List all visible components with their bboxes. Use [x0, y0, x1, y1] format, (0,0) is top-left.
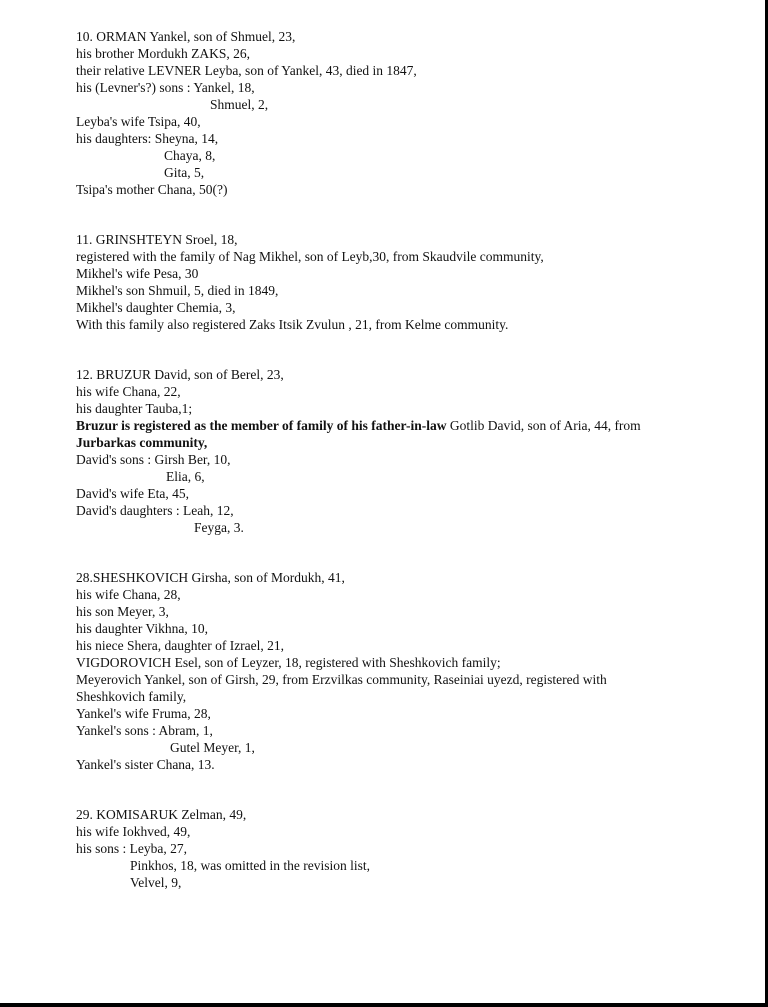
entry-line: registered with the family of Nag Mikhel, son of Leyb,30, from Skaudvile community, [76, 249, 544, 264]
entry-line: Feyga, 3. [194, 520, 244, 535]
entry-line: Yankel's wife Fruma, 28, [76, 706, 211, 721]
entry-line: Meyerovich Yankel, son of Girsh, 29, from Erzvilkas community, Raseiniai uyezd, registered with [76, 672, 607, 687]
entry-line: With this family also registered Zaks Itsik Zvulun , 21, from Kelme community. [76, 317, 509, 332]
entry-line: David's wife Eta, 45, [76, 486, 190, 501]
entry-grinshteyn [76, 231, 736, 333]
entry-line: his wife Chana, 22, [76, 384, 181, 399]
entry-line: Gutel Meyer, 1, [170, 740, 255, 755]
entry-line: David's sons : Girsh Ber, 10, [76, 452, 231, 467]
entry-bruzur [76, 366, 736, 536]
text-fragment: Gotlib David, son of Aria, 44, from [446, 418, 641, 433]
entry-heading: 28.SHESHKOVICH Girsha, son of Mordukh, 41, [76, 570, 345, 585]
entry-heading: 29. KOMISARUK Zelman, 49, [76, 807, 247, 822]
entry-line: Chaya, 8, [164, 148, 216, 163]
entry-line: Mikhel's wife Pesa, 30 [76, 266, 199, 281]
entry-line: his niece Shera, daughter of Izrael, 21, [76, 638, 285, 653]
entry-line: his daughter Tauba,1; [76, 401, 193, 416]
entry-line: his daughter Vikhna, 10, [76, 621, 209, 636]
entry-line: his wife Chana, 28, [76, 587, 181, 602]
entry-line: Velvel, 9, [130, 875, 182, 890]
entry-line: Sheshkovich family, [76, 689, 187, 704]
entry-line: VIGDOROVICH Esel, son of Leyzer, 18, registered with Sheshkovich family; [76, 655, 501, 670]
entry-line: Mikhel's son Shmuil, 5, died in 1849, [76, 283, 279, 298]
entry-line: his brother Mordukh ZAKS, 26, [76, 46, 250, 61]
entry-line: his (Levner's?) sons : Yankel, 18, [76, 80, 255, 95]
entry-heading: 10. ORMAN Yankel, son of Shmuel, 23, [76, 29, 296, 44]
entry-line: Yankel's sister Chana, 13. [76, 757, 215, 772]
entry-sheshkovich [76, 569, 736, 773]
entry-heading: 11. GRINSHTEYN Sroel, 18, [76, 232, 238, 247]
entry-line: his daughters: Sheyna, 14, [76, 131, 219, 146]
bold-text-fragment: Bruzur is registered as the member of family of his father-in-law [76, 418, 447, 433]
entry-line: Yankel's sons : Abram, 1, [76, 723, 213, 738]
entry-komisaruk [76, 806, 736, 891]
entry-line: Shmuel, 2, [210, 97, 269, 112]
entry-line: Gita, 5, [164, 165, 205, 180]
entry-line: David's daughters : Leah, 12, [76, 503, 234, 518]
entry-line: his wife Iokhved, 49, [76, 824, 191, 839]
entry-line: Pinkhos, 18, was omitted in the revision list, [130, 858, 370, 873]
entry-line: his sons : Leyba, 27, [76, 841, 187, 856]
entry-line: his son Meyer, 3, [76, 604, 169, 619]
entry-line: Tsipa's mother Chana, 50(?) [76, 182, 228, 197]
entry-line: Jurbarkas community, [76, 435, 208, 450]
entry-line [76, 417, 736, 434]
entry-orman [76, 28, 736, 198]
entry-line: Elia, 6, [166, 469, 205, 484]
document-page [76, 28, 736, 891]
entry-line: Mikhel's daughter Chemia, 3, [76, 300, 236, 315]
entry-line: Leyba's wife Tsipa, 40, [76, 114, 201, 129]
entry-line: their relative LEVNER Leyba, son of Yankel, 43, died in 1847, [76, 63, 417, 78]
entry-heading: 12. BRUZUR David, son of Berel, 23, [76, 367, 284, 382]
